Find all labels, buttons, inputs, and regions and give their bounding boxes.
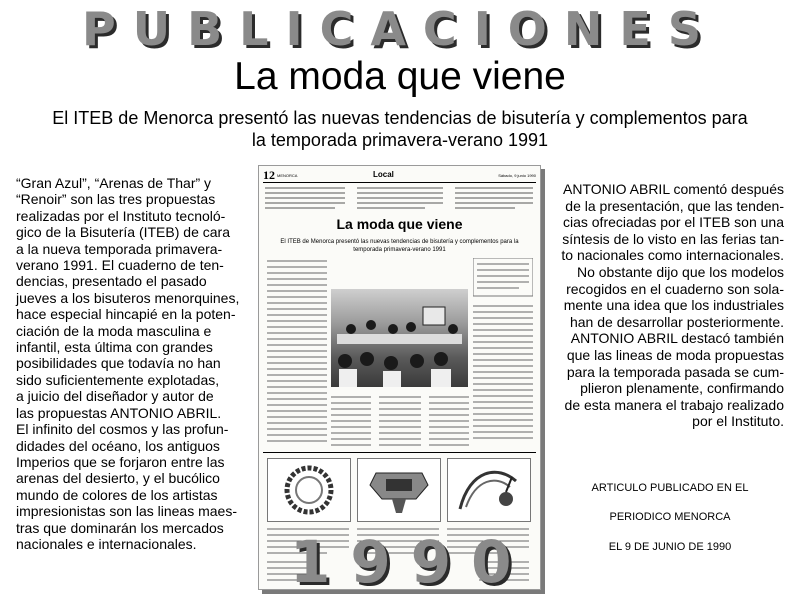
caption-line-3: EL 9 DE JUNIO DE 1990	[608, 541, 732, 553]
text-line: cias ofreciadas por el ITEB son una	[562, 214, 784, 231]
text-line: para la temporada pasada se cum-	[566, 363, 784, 380]
newspaper-city: MENORCA	[277, 173, 298, 178]
caption-line-2: PERIODICO MENORCA	[609, 511, 731, 523]
text-line: a juicio del diseñador y autor de	[16, 388, 214, 405]
text-line: arenas del desierto, y el bucólico	[16, 470, 220, 487]
newspaper-divider	[263, 452, 536, 453]
text-line: realizadas por el Instituto tecnoló-	[16, 207, 226, 224]
text-line: gico de la Bisutería (ITEB) de cara	[16, 224, 230, 241]
text-line: sido suficientemente explotadas,	[16, 371, 220, 388]
newspaper-photo	[331, 289, 468, 387]
text-line: ciación de la moda masculina e	[16, 322, 212, 339]
text-line: de esta manera el trabajo realizado	[564, 396, 784, 413]
newspaper-clasp-image	[357, 458, 441, 522]
newspaper-mid-text-lines	[331, 394, 471, 450]
text-line: tras que dominarán los mercados	[16, 519, 224, 536]
newspaper-top-text-lines	[265, 186, 535, 212]
text-line: ANTONIO ABRIL comentó después	[563, 181, 784, 197]
text-line: “Gran Azul”, “Arenas de Thar” y	[16, 175, 212, 191]
article-subtitle	[20, 107, 780, 151]
text-line: El infinito del cosmos y las profun-	[16, 421, 229, 438]
text-line: jueves a los bisuteros menorquines,	[16, 289, 240, 306]
right-text-column	[552, 181, 784, 430]
newspaper-subtitle: El ITEB de Menorca presentó las nuevas tendencias de bisutería y complementos para la temporada primavera-verano 1991	[280, 239, 519, 253]
newspaper-right-column-lines	[473, 258, 533, 448]
newspaper-page-number: 12	[263, 168, 275, 182]
year-label: 1990	[290, 528, 532, 596]
text-line: dencias, presentado el pasado	[16, 273, 207, 290]
text-line: didades del océano, los antiguos	[16, 437, 220, 454]
newspaper-left-column-lines	[267, 258, 327, 448]
text-line: por el Instituto.	[692, 413, 784, 430]
text-line: posibilidades que todavía no han	[16, 355, 221, 372]
newspaper-header	[263, 170, 536, 183]
subtitle-line-1: El ITEB de Menorca presentó las nuevas tendencias de bisutería y complementos para	[52, 108, 748, 128]
left-text-column	[16, 175, 246, 552]
text-line: recogidos en el cuaderno son sola-	[566, 280, 784, 297]
text-line: Imperios que se forjaron entre las	[16, 453, 225, 470]
article-title: La moda que viene	[234, 55, 566, 98]
text-line: hace especial hincapié en la poten-	[16, 306, 236, 323]
text-line: “Renoir” son las tres propuestas	[16, 191, 216, 208]
text-line: No obstante dijo que los modelos	[576, 263, 784, 280]
caption-line-1: ARTICULO PUBLICADO EN EL	[591, 482, 749, 494]
text-line: síntesis de lo visto en las ferias tan-	[562, 230, 784, 247]
text-line: to nacionales como internacionales.	[561, 247, 784, 264]
newspaper-peacock-image	[447, 458, 531, 522]
newspaper-bracelet-image	[267, 458, 351, 522]
text-line: mundo de colores de los artistas	[16, 486, 218, 503]
text-line: las propuestas ANTONIO ABRIL.	[16, 404, 222, 421]
text-line: han de desarrollar posteriormente.	[569, 313, 784, 330]
section-heading: PUBLICACIONES	[82, 2, 718, 56]
text-line: infantil, esta última con grandes	[16, 339, 213, 356]
text-line: ANTONIO ABRIL destacó también	[570, 330, 784, 347]
text-line: mente una idea que los industriales	[563, 297, 784, 314]
text-line: a la nueva temporada primavera-	[16, 240, 223, 257]
text-line: verano 1991. El cuaderno de ten-	[16, 257, 224, 274]
newspaper-section: Local	[373, 170, 394, 179]
subtitle-line-2: la temporada primavera-verano 1991	[251, 130, 549, 150]
newspaper-title: La moda que viene	[336, 216, 463, 232]
text-line: impresionistas son las lineas maes-	[16, 503, 237, 520]
text-line: de la presentación, que las tenden-	[565, 197, 784, 214]
text-line: nacionales e internacionales.	[16, 535, 197, 552]
newspaper-date: Sábado, 9 junio 1990	[498, 173, 536, 178]
text-line: que las lineas de moda propuestas	[566, 346, 784, 363]
newspaper-clipping	[258, 165, 541, 590]
text-line: plieron plenamente, confirmando	[580, 380, 784, 397]
